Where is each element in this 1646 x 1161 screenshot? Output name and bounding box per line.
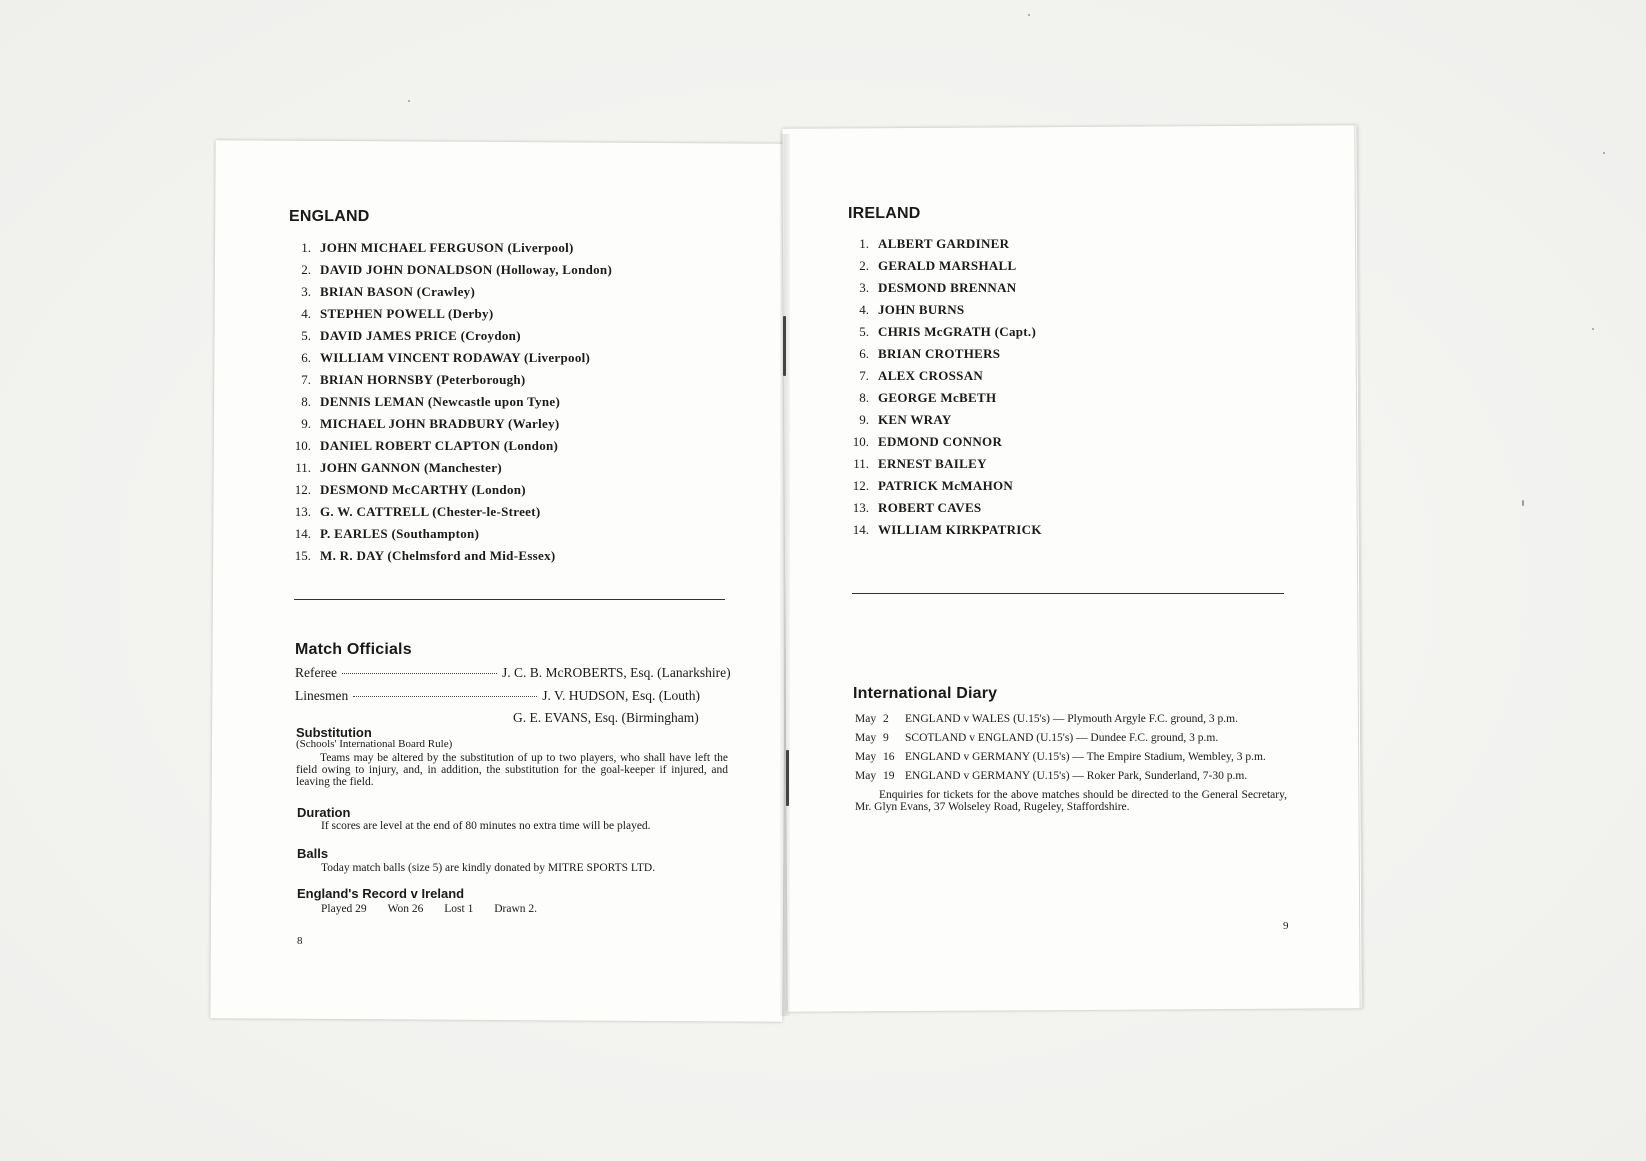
player-name: PATRICK McMAHON xyxy=(878,478,1014,493)
match-officials-heading: Match Officials xyxy=(295,641,412,658)
diary-month: May xyxy=(855,770,877,782)
player-row xyxy=(843,434,1042,456)
player-number: 4. xyxy=(859,302,869,317)
player-name: WILLIAM KIRKPATRICK xyxy=(878,522,1042,537)
player-number: 2. xyxy=(301,262,311,277)
page-number-left: 8 xyxy=(297,935,303,947)
player-number: 7. xyxy=(301,372,311,387)
player-row xyxy=(285,526,612,548)
referee-value: J. C. B. McROBERTS, Esq. (Lanarkshire) xyxy=(501,665,731,680)
player-name: DAVID JAMES PRICE (Croydon) xyxy=(320,328,521,343)
player-number: 13. xyxy=(852,500,869,515)
england-team-list xyxy=(285,240,612,570)
player-number: 6. xyxy=(301,350,311,365)
player-row xyxy=(285,416,612,438)
international-diary xyxy=(855,713,1287,813)
player-row xyxy=(843,346,1042,368)
player-row xyxy=(285,482,612,504)
dust-speck xyxy=(408,100,410,102)
substitution-text: Teams may be altered by the substitution of up to two players, who shall have left the field owing to injury, and, in addition, the substitution for the goal-keeper if injured, and leaving the field. xyxy=(296,752,728,788)
diary-entry xyxy=(855,770,1287,782)
diary-day: 16 xyxy=(883,751,895,763)
player-name: GERALD MARSHALL xyxy=(878,258,1017,273)
player-number: 1. xyxy=(301,240,311,255)
player-name: DESMOND BRENNAN xyxy=(878,280,1017,295)
dust-speck xyxy=(1603,152,1605,154)
diary-text: ENGLAND v GERMANY (U.15's) — The Empire Stadium, Wembley, 3 p.m. xyxy=(905,751,1266,763)
right-divider xyxy=(852,593,1284,594)
player-name: BRIAN HORNSBY (Peterborough) xyxy=(320,372,526,387)
player-name: CHRIS McGRATH (Capt.) xyxy=(878,324,1037,339)
player-row xyxy=(285,284,612,306)
player-row xyxy=(843,302,1042,324)
player-number: 12. xyxy=(852,478,869,493)
player-row xyxy=(285,438,612,460)
dust-speck xyxy=(1522,500,1524,506)
player-number: 14. xyxy=(852,522,869,537)
balls-text: Today match balls (size 5) are kindly donated by MITRE SPORTS LTD. xyxy=(321,862,656,874)
player-row xyxy=(843,478,1042,500)
player-row xyxy=(843,236,1042,258)
substitution-heading: Substitution xyxy=(296,725,372,740)
player-number: 3. xyxy=(301,284,311,299)
diary-text: ENGLAND v WALES (U.15's) — Plymouth Argyle F.C. ground, 3 p.m. xyxy=(905,713,1238,725)
diary-month: May xyxy=(855,732,877,744)
leader-dots xyxy=(353,696,537,697)
player-name: JOHN BURNS xyxy=(878,302,965,317)
player-name: DENNIS LEMAN (Newcastle upon Tyne) xyxy=(320,394,561,409)
player-name: STEPHEN POWELL (Derby) xyxy=(320,306,494,321)
player-number: 11. xyxy=(853,456,869,471)
player-name: P. EARLES (Southampton) xyxy=(320,526,480,541)
diary-month: May xyxy=(855,751,877,763)
player-number: 11. xyxy=(295,460,311,475)
record-drawn: Drawn 2. xyxy=(494,903,537,915)
booklet-spine xyxy=(780,134,790,1016)
diary-entry xyxy=(855,713,1287,725)
linesmen-label: Linesmen xyxy=(295,688,349,703)
record-played: Played 29 xyxy=(321,903,367,915)
player-row xyxy=(285,328,612,350)
diary-entry xyxy=(855,751,1287,763)
player-row xyxy=(285,548,612,570)
player-row xyxy=(843,390,1042,412)
player-name: G. W. CATTRELL (Chester-le-Street) xyxy=(320,504,541,519)
ireland-heading: IRELAND xyxy=(848,205,921,222)
dust-speck xyxy=(1592,328,1594,330)
diary-day: 19 xyxy=(883,770,895,782)
balls-heading: Balls xyxy=(297,846,329,861)
player-name: DANIEL ROBERT CLAPTON (London) xyxy=(320,438,559,453)
player-row xyxy=(843,412,1042,434)
england-heading: ENGLAND xyxy=(289,208,370,225)
player-name: ALBERT GARDINER xyxy=(878,236,1010,251)
staple-top xyxy=(783,316,786,376)
player-row xyxy=(285,306,612,328)
player-name: ERNEST BAILEY xyxy=(878,456,987,471)
diary-entry xyxy=(855,732,1287,744)
player-number: 3. xyxy=(859,280,869,295)
duration-text: If scores are level at the end of 80 minutes no extra time will be played. xyxy=(321,820,651,832)
referee-row xyxy=(295,665,731,681)
player-row xyxy=(285,504,612,526)
player-number: 10. xyxy=(294,438,311,453)
dust-speck xyxy=(1028,14,1030,16)
player-row xyxy=(843,280,1042,302)
player-number: 8. xyxy=(859,390,869,405)
diary-text: SCOTLAND v ENGLAND (U.15's) — Dundee F.C. ground, 3 p.m. xyxy=(905,732,1219,744)
player-name: M. R. DAY (Chelmsford and Mid-Essex) xyxy=(320,548,556,563)
player-name: ALEX CROSSAN xyxy=(878,368,984,383)
player-name: JOHN MICHAEL FERGUSON (Liverpool) xyxy=(320,240,574,255)
player-number: 9. xyxy=(859,412,869,427)
player-row xyxy=(843,522,1042,544)
player-name: DAVID JOHN DONALDSON (Holloway, London) xyxy=(320,262,613,277)
diary-day: 9 xyxy=(883,732,889,744)
player-row xyxy=(843,258,1042,280)
player-number: 1. xyxy=(859,236,869,251)
player-name: GEORGE McBETH xyxy=(878,390,997,405)
player-row xyxy=(285,394,612,416)
player-number: 2. xyxy=(859,258,869,273)
player-row xyxy=(285,372,612,394)
player-name: DESMOND McCARTHY (London) xyxy=(320,482,526,497)
international-diary-heading: International Diary xyxy=(853,685,998,702)
linesman-1: J. V. HUDSON, Esq. (Louth) xyxy=(542,688,701,703)
player-row xyxy=(843,456,1042,478)
player-number: 4. xyxy=(301,306,311,321)
record-lost: Lost 1 xyxy=(444,903,474,915)
player-name: BRIAN BASON (Crawley) xyxy=(320,284,476,299)
player-number: 15. xyxy=(294,548,311,563)
player-number: 9. xyxy=(301,416,311,431)
duration-heading: Duration xyxy=(297,805,351,820)
left-divider xyxy=(294,599,725,600)
linesman-2-row xyxy=(513,710,699,726)
player-number: 8. xyxy=(301,394,311,409)
substitution-subtitle: (Schools' International Board Rule) xyxy=(296,738,453,750)
record-values xyxy=(321,903,555,915)
player-row xyxy=(285,262,612,284)
player-name: ROBERT CAVES xyxy=(878,500,982,515)
player-row xyxy=(843,324,1042,346)
ireland-team-list xyxy=(843,236,1042,544)
page-number-right: 9 xyxy=(1283,920,1289,932)
player-number: 12. xyxy=(294,482,311,497)
referee-label: Referee xyxy=(295,665,337,680)
linesmen-row xyxy=(295,688,700,704)
player-number: 5. xyxy=(301,328,311,343)
player-name: WILLIAM VINCENT RODAWAY (Liverpool) xyxy=(320,350,591,365)
player-number: 13. xyxy=(294,504,311,519)
record-won: Won 26 xyxy=(387,903,424,915)
staple-bottom xyxy=(786,750,789,806)
player-number: 5. xyxy=(859,324,869,339)
player-name: BRIAN CROTHERS xyxy=(878,346,1001,361)
player-name: JOHN GANNON (Manchester) xyxy=(320,460,502,475)
diary-month: May xyxy=(855,713,877,725)
player-name: EDMOND CONNOR xyxy=(878,434,1003,449)
player-number: 6. xyxy=(859,346,869,361)
player-number: 10. xyxy=(852,434,869,449)
player-row xyxy=(285,350,612,372)
player-name: MICHAEL JOHN BRADBURY (Warley) xyxy=(320,416,560,431)
player-row xyxy=(285,460,612,482)
player-name: KEN WRAY xyxy=(878,412,952,427)
linesman-2: G. E. EVANS, Esq. (Birmingham) xyxy=(513,710,699,725)
player-number: 7. xyxy=(859,368,869,383)
ticket-enquiries: Enquiries for tickets for the above matches should be directed to the General Secretary, Mr. Glyn Evans, 37 Wolseley Road, Rugeley, Staffordshire. xyxy=(855,789,1287,813)
player-row xyxy=(285,240,612,262)
record-heading: England's Record v Ireland xyxy=(297,886,465,901)
player-row xyxy=(843,368,1042,390)
player-number: 14. xyxy=(294,526,311,541)
diary-text: ENGLAND v GERMANY (U.15's) — Roker Park, Sunderland, 7-30 p.m. xyxy=(905,770,1248,782)
diary-day: 2 xyxy=(883,713,889,725)
player-row xyxy=(843,500,1042,522)
leader-dots xyxy=(342,673,497,674)
